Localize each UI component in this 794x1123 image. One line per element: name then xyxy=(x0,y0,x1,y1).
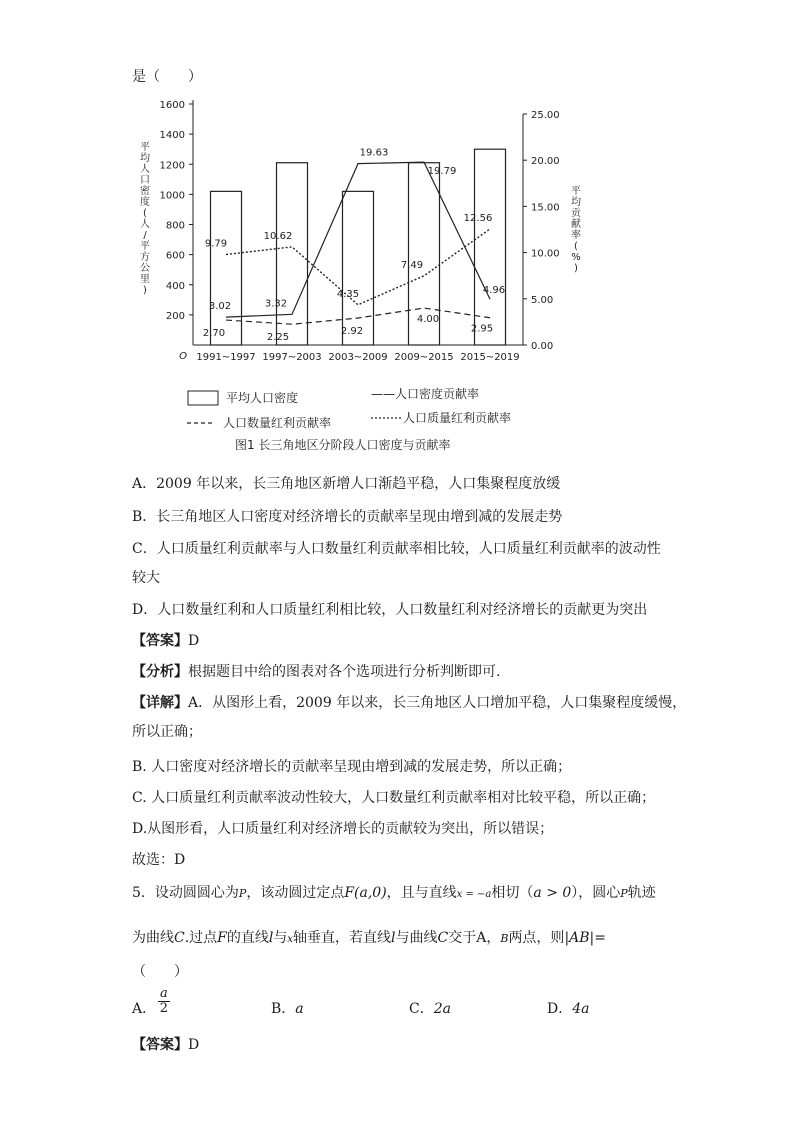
detail-a-text: A．从图形上看，2009 年以来，长三角地区人口增加平稳，人口集聚程度缓慢， xyxy=(188,695,687,711)
right-tick-label: 10.00 xyxy=(531,248,560,260)
chart xyxy=(125,92,581,462)
q5-var-c: C xyxy=(174,930,185,946)
right-tick-label: 20.00 xyxy=(531,156,560,168)
legend-dashed-label: 人口数量红利贡献率 xyxy=(223,416,332,430)
x-tick-label: 2009~2015 xyxy=(394,352,454,363)
left-axis-label-char: 均 xyxy=(140,153,150,164)
left-axis-label-char: 人 xyxy=(140,219,150,230)
right-axis-label-char: 均 xyxy=(571,197,581,208)
answer-value: D xyxy=(188,633,200,649)
option-c-line1: C．人口质量红利贡献率与人口数量红利贡献率相比较，人口质量红利贡献率的波动性 xyxy=(132,541,661,557)
left-axis-label-char: 密 xyxy=(140,186,150,197)
question-tail: 是（ ） xyxy=(132,69,202,85)
left-axis-label-char: 度 xyxy=(140,197,150,208)
bar-population-density xyxy=(340,191,374,345)
left-axis-label-char: ) xyxy=(143,285,147,296)
q5-line-eq: x = −a xyxy=(456,889,492,900)
data-label-solid: 4.96 xyxy=(482,285,506,297)
data-label-dashed: 2.25 xyxy=(266,332,290,344)
q5-text: 与 xyxy=(273,930,288,946)
q5-ab: |AB| xyxy=(564,930,595,946)
data-label-dotted: 7.49 xyxy=(400,259,424,271)
answer2-value: D xyxy=(188,1037,200,1053)
q5-text: ，且与直线 xyxy=(386,885,457,901)
left-axis-label-char: 公 xyxy=(140,263,150,274)
detail-tag: 【详解】 xyxy=(132,695,188,711)
data-label-solid: 3.02 xyxy=(208,301,232,313)
detail-b: B. 人口密度对经济增长的贡献率呈现由增到减的发展走势，所以正确； xyxy=(132,759,572,775)
answer2-tag: 【答案】 xyxy=(132,1037,188,1053)
q5-point-a: A xyxy=(476,930,487,946)
data-label-solid: 19.79 xyxy=(427,166,457,178)
q5-text: 5．设动圆圆心为 xyxy=(132,885,239,901)
origin-label: O xyxy=(179,351,187,362)
q5-point-f: F(a,0) xyxy=(344,885,387,901)
q5-option-c: C．2a xyxy=(409,1001,451,1017)
q5-text: 与曲线 xyxy=(395,930,438,946)
q5-text: 交于 xyxy=(448,930,477,946)
data-label-dotted: 4.35 xyxy=(336,288,360,300)
left-axis-label-char: 人 xyxy=(140,164,150,175)
legend-bar-swatch xyxy=(188,391,218,405)
chart-caption: 图1 长三角地区分阶段人口密度与贡献率 xyxy=(235,438,451,452)
data-label-dashed: 2.95 xyxy=(470,323,494,335)
left-tick-label: 200 xyxy=(165,310,185,322)
bar-population-density xyxy=(277,163,308,345)
left-tick-label: 600 xyxy=(165,250,185,262)
data-label-solid: 19.63 xyxy=(359,147,389,159)
q5-option-a-den: 2 xyxy=(159,1001,169,1016)
data-label-dashed: 4.00 xyxy=(416,314,440,326)
q5-var-p: P xyxy=(620,887,628,900)
data-label-solid: 3.32 xyxy=(264,298,288,310)
q5-text: ），圆心 xyxy=(571,885,621,901)
left-axis-label-char: 里 xyxy=(140,274,150,285)
left-axis-label-char: 口 xyxy=(140,175,150,186)
q5-text: = xyxy=(594,930,607,946)
q5-point-b: B xyxy=(500,932,509,945)
q5-text: 轴垂直，若直线 xyxy=(293,930,392,946)
right-axis-label-char: ( xyxy=(574,241,578,252)
q5-option-a-label: A． xyxy=(132,1001,157,1017)
q5-text: 相切（ xyxy=(491,885,534,901)
answer-1 xyxy=(132,630,199,650)
left-tick-label: 1200 xyxy=(159,160,185,172)
left-tick-label: 1600 xyxy=(159,100,185,111)
option-b: B．长三角地区人口密度对经济增长的贡献率呈现由增到减的发展走势 xyxy=(132,509,563,525)
right-axis-label-char: 平 xyxy=(571,186,581,197)
q5-line2: 为曲线C.过点F的直线l与x轴垂直，若直线l与曲线C交于A，B两点，则|AB|= xyxy=(132,930,607,946)
x-tick-label: 1991~1997 xyxy=(196,352,256,363)
option-a: A．2009 年以来，长三角地区新增人口渐趋平稳，人口集聚程度放缓 xyxy=(132,476,561,492)
analysis-tag: 【分析】 xyxy=(132,664,188,680)
q5-options xyxy=(132,986,692,1031)
left-tick-label: 400 xyxy=(165,280,185,292)
q5-option-b: B．a xyxy=(271,1001,304,1017)
answer-tag: 【答案】 xyxy=(132,633,188,649)
x-tick-label: 1997~2003 xyxy=(262,352,322,363)
q5-text: 的直线 xyxy=(226,930,269,946)
right-tick-label: 25.00 xyxy=(531,110,560,121)
left-axis-label-char: 平 xyxy=(140,241,150,252)
bar-population-density xyxy=(208,191,242,345)
q5-option-a-fraction xyxy=(158,987,170,1016)
right-axis-label-char: 贡 xyxy=(571,208,581,219)
q5-text: 两点，则 xyxy=(508,930,565,946)
q5-text: 轨迹 xyxy=(627,885,656,901)
detail-c: C. 人口质量红利贡献率波动性较大，人口数量红利贡献率相对比较平稳，所以正确； xyxy=(132,790,656,806)
legend-solid-label: ——人口密度贡献率 xyxy=(371,387,480,401)
q5-var-p: P xyxy=(238,887,247,900)
right-axis-label-char: % xyxy=(571,252,581,263)
q5-var-c: C xyxy=(437,930,449,946)
right-tick-label: 5.00 xyxy=(531,294,554,306)
left-axis-label-char: / xyxy=(143,230,147,241)
data-label-dotted: 9.79 xyxy=(204,238,228,250)
option-d: D．人口数量红利和人口质量红利相比较，人口数量红利对经济增长的贡献更为突出 xyxy=(132,602,648,618)
right-axis-label-char: 献 xyxy=(571,219,581,230)
left-axis-label-char: 平 xyxy=(140,142,150,153)
data-label-dotted: 10.62 xyxy=(263,230,293,242)
left-tick-label: 1400 xyxy=(159,130,185,142)
q5-var-l: l xyxy=(391,930,396,946)
legend-dotted-label: 人口质量红利贡献率 xyxy=(403,411,512,425)
detail-result: 故选：D xyxy=(132,852,186,868)
q5-line1 xyxy=(132,882,656,902)
detail-a-line1 xyxy=(132,692,686,712)
data-label-dotted: 12.56 xyxy=(463,212,493,224)
q5-var-x: x xyxy=(287,934,294,945)
x-tick-label: 2015~2019 xyxy=(460,352,520,363)
q5-cond: a > 0 xyxy=(533,885,572,901)
left-tick-label: 1000 xyxy=(159,190,185,202)
legend-bar-label: 平均人口密度 xyxy=(226,391,299,405)
left-axis-label-char: 方 xyxy=(140,252,150,263)
right-axis-label-char: ) xyxy=(574,263,578,274)
data-label-dashed: 2.92 xyxy=(340,326,364,338)
q5-text: 为曲线 xyxy=(132,930,174,946)
detail-d: D.从图形看，人口质量红利对经济增长的贡献较为突出，所以错误； xyxy=(132,821,554,837)
analysis-text: 根据题目中给的图表对各个选项进行分析判断即可. xyxy=(188,664,501,680)
option-c-line2: 较大 xyxy=(132,570,160,586)
data-label-dashed: 2.70 xyxy=(202,328,226,340)
right-tick-label: 15.00 xyxy=(531,202,560,214)
right-tick-label: 0.00 xyxy=(531,341,554,352)
q5-text: .过点 xyxy=(184,930,218,946)
q5-text: ，该动圆过定点 xyxy=(246,885,345,901)
q5-option-d: D．4a xyxy=(547,1001,590,1017)
left-axis-label-char: ( xyxy=(143,208,147,219)
answer-2 xyxy=(132,1034,199,1054)
left-tick-label: 800 xyxy=(165,220,185,232)
q5-text: ， xyxy=(486,930,501,946)
right-axis-label-char: 率 xyxy=(571,230,581,241)
analysis xyxy=(132,661,500,681)
x-tick-label: 2003~2009 xyxy=(328,352,388,363)
chart-svg xyxy=(125,92,581,462)
q5-paren: （ ） xyxy=(132,964,188,980)
q5-var-l: l xyxy=(268,930,274,946)
detail-a-line2: 所以正确； xyxy=(132,724,202,740)
q5-option-a-num: a xyxy=(160,986,168,1001)
